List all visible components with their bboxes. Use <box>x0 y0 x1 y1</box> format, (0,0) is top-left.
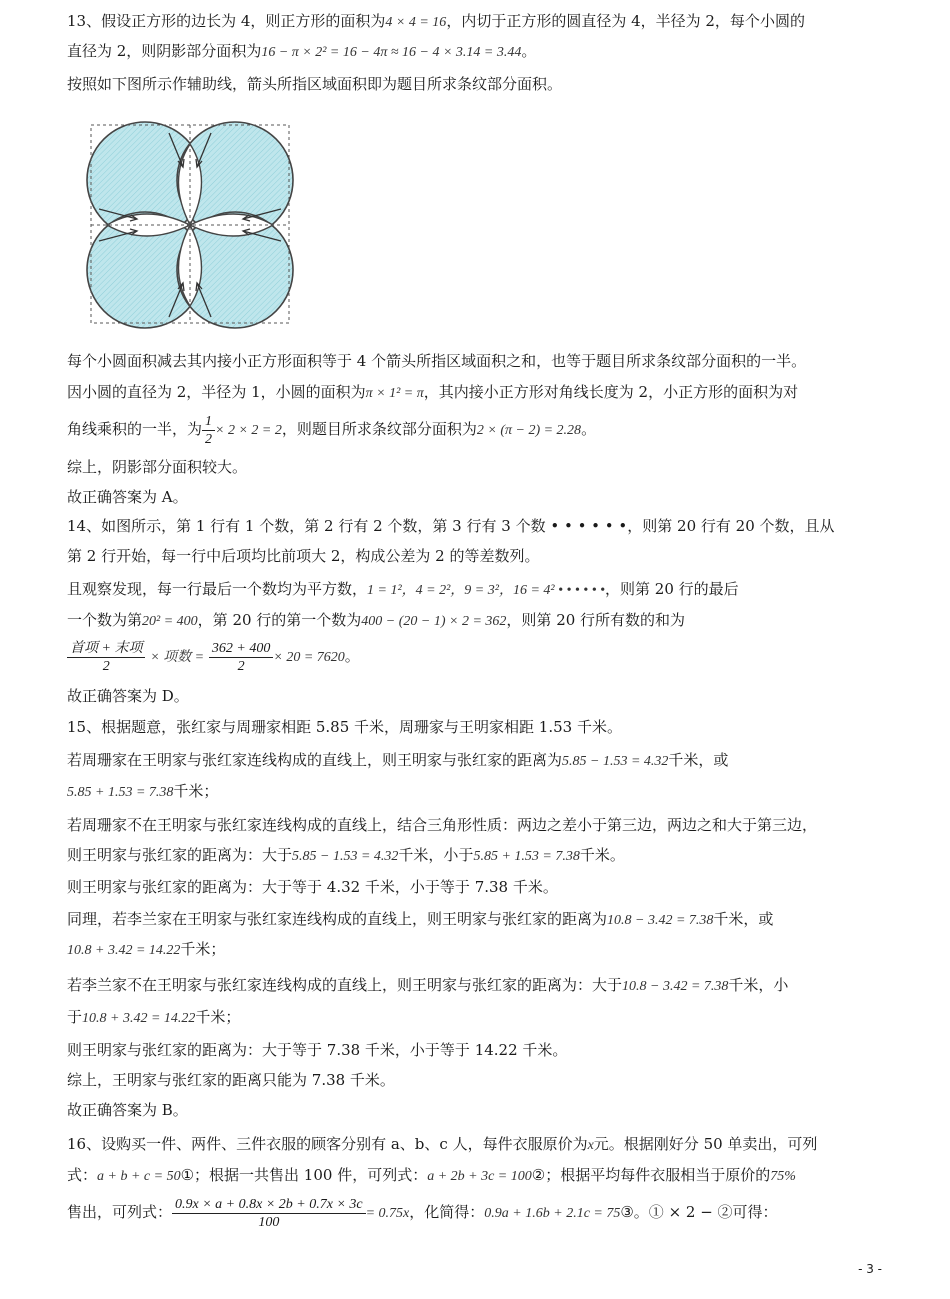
text: 按照如下图所示作辅助线，箭头所指区域面积即为题目所求条纹部分面积。 <box>67 75 563 93</box>
math: 2 × (π − 2) = 2.28 <box>476 423 582 438</box>
math: = 0.75x <box>365 1206 410 1221</box>
text: 综上，王明家与张红家的距离只能为 7.38 千米。 <box>67 1071 395 1089</box>
text: 。 <box>344 647 360 665</box>
q15-line-10 <box>67 1006 887 1030</box>
text: 。 <box>581 420 597 438</box>
q15-line-11 <box>67 1039 887 1061</box>
text: 千米，或 <box>713 910 774 928</box>
math: 10.8 − 3.42 = 7.38 <box>607 913 714 928</box>
text: 第 2 行开始，每一行中后项均比前项大 2，构成公差为 2 的等差数列。 <box>67 547 540 565</box>
page-number: - 3 - <box>858 1262 882 1276</box>
math: 5.85 + 1.53 = 7.38 <box>67 785 174 800</box>
text: 若周珊家不在王明家与张红家连线构成的直线上，结合三角形性质：两边之差小于第三边，两边之和大于第三边， <box>67 816 818 834</box>
q15-line-9 <box>67 974 887 998</box>
q13-line-4 <box>67 350 887 372</box>
text: ②；根据平均每件衣服相当于原价的 <box>531 1166 771 1184</box>
text: ，化简得： <box>409 1203 485 1221</box>
text: 且观察发现，每一行最后一个数均为平方数， <box>67 580 368 598</box>
text: 千米； <box>195 1008 241 1026</box>
text: ，第 20 行的第一个数为 <box>197 611 362 629</box>
math: 10.8 + 3.42 = 14.22 <box>67 943 181 958</box>
q14-line-2 <box>67 545 887 567</box>
fraction: $\frac{\text{首项 + 末项}}{2}$ <box>67 640 145 675</box>
q15-answer <box>67 1099 887 1121</box>
q14-line-4 <box>67 609 887 633</box>
text: 角线乘积的一半，为 <box>67 420 203 438</box>
text: 14、如图所示，第 1 行有 1 个数，第 2 行有 2 个数，第 3 行有 3 个数 • • • • • •，则第 20 行有 20 个数，且从 <box>67 517 835 535</box>
text: 故正确答案为 A。 <box>67 488 188 506</box>
math: × 20 = 7620 <box>273 650 345 665</box>
q14-answer <box>67 685 887 707</box>
q15-line-5 <box>67 844 887 868</box>
math: 5.85 − 1.53 = 4.32 <box>562 754 669 769</box>
fraction: $\frac{1}{2}$ <box>202 413 215 448</box>
four-circles-figure <box>77 115 307 335</box>
math: 5.85 + 1.53 = 7.38 <box>473 849 580 864</box>
text: 则王明家与张红家的距离为：大于等于 4.32 千米，小于等于 7.38 千米。 <box>67 878 558 896</box>
text: 因小圆的直径为 2，半径为 1，小圆的面积为 <box>67 383 366 401</box>
math: x <box>587 1138 594 1153</box>
q15-line-12 <box>67 1069 887 1091</box>
q15-line-8 <box>67 938 887 962</box>
text: 16、设购买一件、两件、三件衣服的顾客分别有 a、b、c 人，每件衣服原价为 <box>67 1135 588 1153</box>
q14-line-1 <box>67 515 887 537</box>
math: 400 − (20 − 1) × 2 = 362 <box>361 614 507 629</box>
text: ①；根据一共售出 100 件，可列式： <box>180 1166 428 1184</box>
text: 千米； <box>180 940 226 958</box>
q13-answer <box>67 486 887 508</box>
text: 千米。 <box>579 846 625 864</box>
text: 13、假设正方形的边长为 4，则正方形的面积为 <box>67 12 386 30</box>
text: 故正确答案为 D。 <box>67 687 189 705</box>
fraction: $\frac{362 + 400}{2}$ <box>209 640 273 675</box>
text: 。 <box>521 42 537 60</box>
text: 若周珊家在王明家与张红家连线构成的直线上，则王明家与张红家的距离为 <box>67 751 563 769</box>
math: 20² = 400 <box>142 614 198 629</box>
text: 则王明家与张红家的距离为：大于 <box>67 846 293 864</box>
math: a + b + c = 50 <box>97 1169 181 1184</box>
text: 售出，可列式： <box>67 1203 173 1221</box>
q15-line-3 <box>67 780 887 804</box>
math: 10.8 − 3.42 = 7.38 <box>622 979 729 994</box>
q13-line-6 <box>67 412 887 448</box>
text: ，则题目所求条纹部分面积为 <box>281 420 477 438</box>
text: ，则第 20 行的最后 <box>605 580 739 598</box>
text: 15、根据题意，张红家与周珊家相距 5.85 千米，周珊家与王明家相距 1.53 千米。 <box>67 718 622 736</box>
text: 元。根据刚好分 50 单卖出，可列 <box>593 1135 818 1153</box>
math: π × 1² = π <box>365 386 424 401</box>
q15-line-4 <box>67 814 887 836</box>
math: × 项数 = <box>150 650 205 665</box>
text: 同理，若李兰家在王明家与张红家连线构成的直线上，则王明家与张红家的距离为 <box>67 910 608 928</box>
text: 千米，或 <box>668 751 729 769</box>
math: 1 = 1²，4 = 2²，9 = 3²，16 = 4² • • • • • • <box>367 583 606 598</box>
math: 16 − π × 2² = 16 − 4π ≈ 16 − 4 × 3.14 = 3.44 <box>261 45 522 60</box>
q13-line-1 <box>67 10 887 34</box>
q16-line-3 <box>67 1192 887 1234</box>
text: 故正确答案为 B。 <box>67 1101 188 1119</box>
q13-line-3 <box>67 73 887 95</box>
math: 10.8 + 3.42 = 14.22 <box>82 1011 196 1026</box>
q15-line-6 <box>67 876 887 898</box>
fraction: $\frac{0.9x \times a + 0.8x \times 2b + 0.7x \times 3c}{100}$ <box>172 1196 366 1231</box>
math: 5.85 − 1.53 = 4.32 <box>292 849 399 864</box>
q14-sum-formula <box>67 636 887 678</box>
q16-line-2 <box>67 1164 887 1188</box>
q15-line-7 <box>67 908 887 932</box>
text: 则王明家与张红家的距离为：大于等于 7.38 千米，小于等于 14.22 千米。 <box>67 1041 568 1059</box>
math: × 2 × 2 = 2 <box>215 423 282 438</box>
math: a + 2b + 3c = 100 <box>427 1169 532 1184</box>
text: ③。① × 2 − ②可得： <box>620 1203 778 1221</box>
q15-line-2 <box>67 749 887 773</box>
math: 4 × 4 = 16 <box>385 15 447 30</box>
text: 式： <box>67 1166 98 1184</box>
text: ，内切于正方形的圆直径为 4，半径为 2，每个小圆的 <box>446 12 805 30</box>
text: 直径为 2，则阴影部分面积为 <box>67 42 262 60</box>
q14-line-3 <box>67 578 887 602</box>
text: 综上，阴影部分面积较大。 <box>67 458 248 476</box>
text: 千米； <box>173 782 219 800</box>
math: 75% <box>770 1169 796 1184</box>
q13-line-7 <box>67 456 887 478</box>
text: 千米，小 <box>728 976 789 994</box>
text: ，其内接小正方形对角线长度为 2，小正方形的面积为对 <box>423 383 799 401</box>
math: 0.9a + 1.6b + 2.1c = 75 <box>484 1206 621 1221</box>
text: 一个数为第 <box>67 611 143 629</box>
text: 于 <box>67 1008 83 1026</box>
text: 每个小圆面积减去其内接小正方形面积等于 4 个箭头所指区域面积之和，也等于题目所求条纹部分面积的一半。 <box>67 352 807 370</box>
text: 若李兰家不在王明家与张红家连线构成的直线上，则王明家与张红家的距离为：大于 <box>67 976 623 994</box>
q16-line-1 <box>67 1133 887 1157</box>
q13-line-2 <box>67 40 887 64</box>
text: ，则第 20 行所有数的和为 <box>506 611 686 629</box>
q13-line-5 <box>67 381 887 405</box>
text: 千米，小于 <box>398 846 474 864</box>
q15-line-1 <box>67 716 887 738</box>
